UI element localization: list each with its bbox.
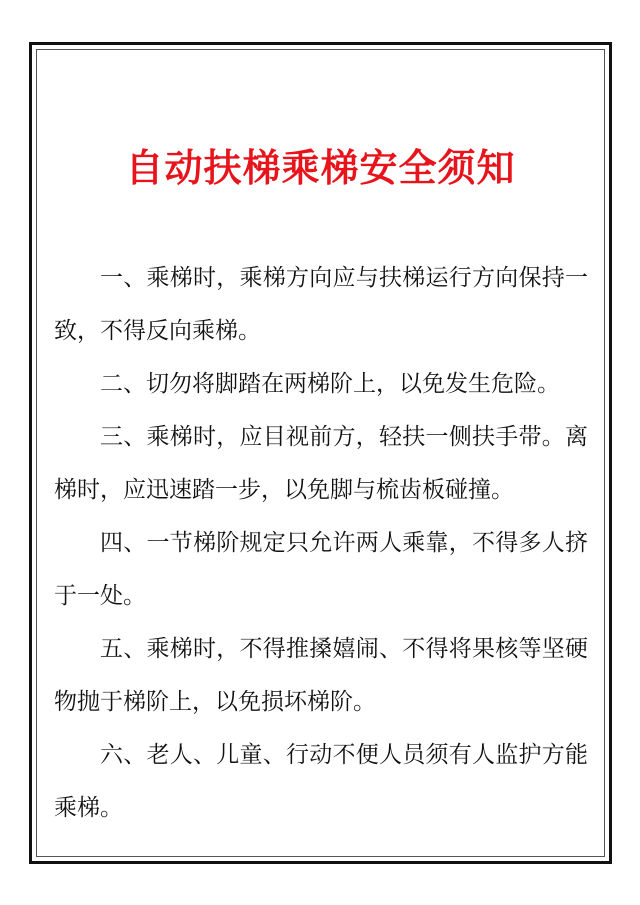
- rule-2: 二、切勿将脚踏在两梯阶上，以免发生危险。: [100, 371, 560, 397]
- rule-3: 三、乘梯时，应目视前方，轻扶一侧扶手带。离梯时，应迅速踏一步，以免脚与梳齿板碰撞。: [54, 424, 588, 503]
- rule-6: 六、老人、儿童、行动不便人员须有人监护方能乘梯。: [54, 742, 588, 821]
- rule-5: 五、乘梯时，不得推搡嬉闹、不得将果核等坚硬物抛于梯阶上，以免损坏梯阶。: [54, 636, 588, 715]
- rules-list: [54, 252, 588, 835]
- rule-4: 四、一节梯阶规定只允许两人乘靠，不得多人挤于一处。: [54, 530, 588, 609]
- notice-board: [29, 42, 612, 864]
- rule-1: 一、乘梯时，乘梯方向应与扶梯运行方向保持一致，不得反向乘梯。: [54, 265, 588, 344]
- notice-title: 自动扶梯乘梯安全须知: [125, 146, 516, 190]
